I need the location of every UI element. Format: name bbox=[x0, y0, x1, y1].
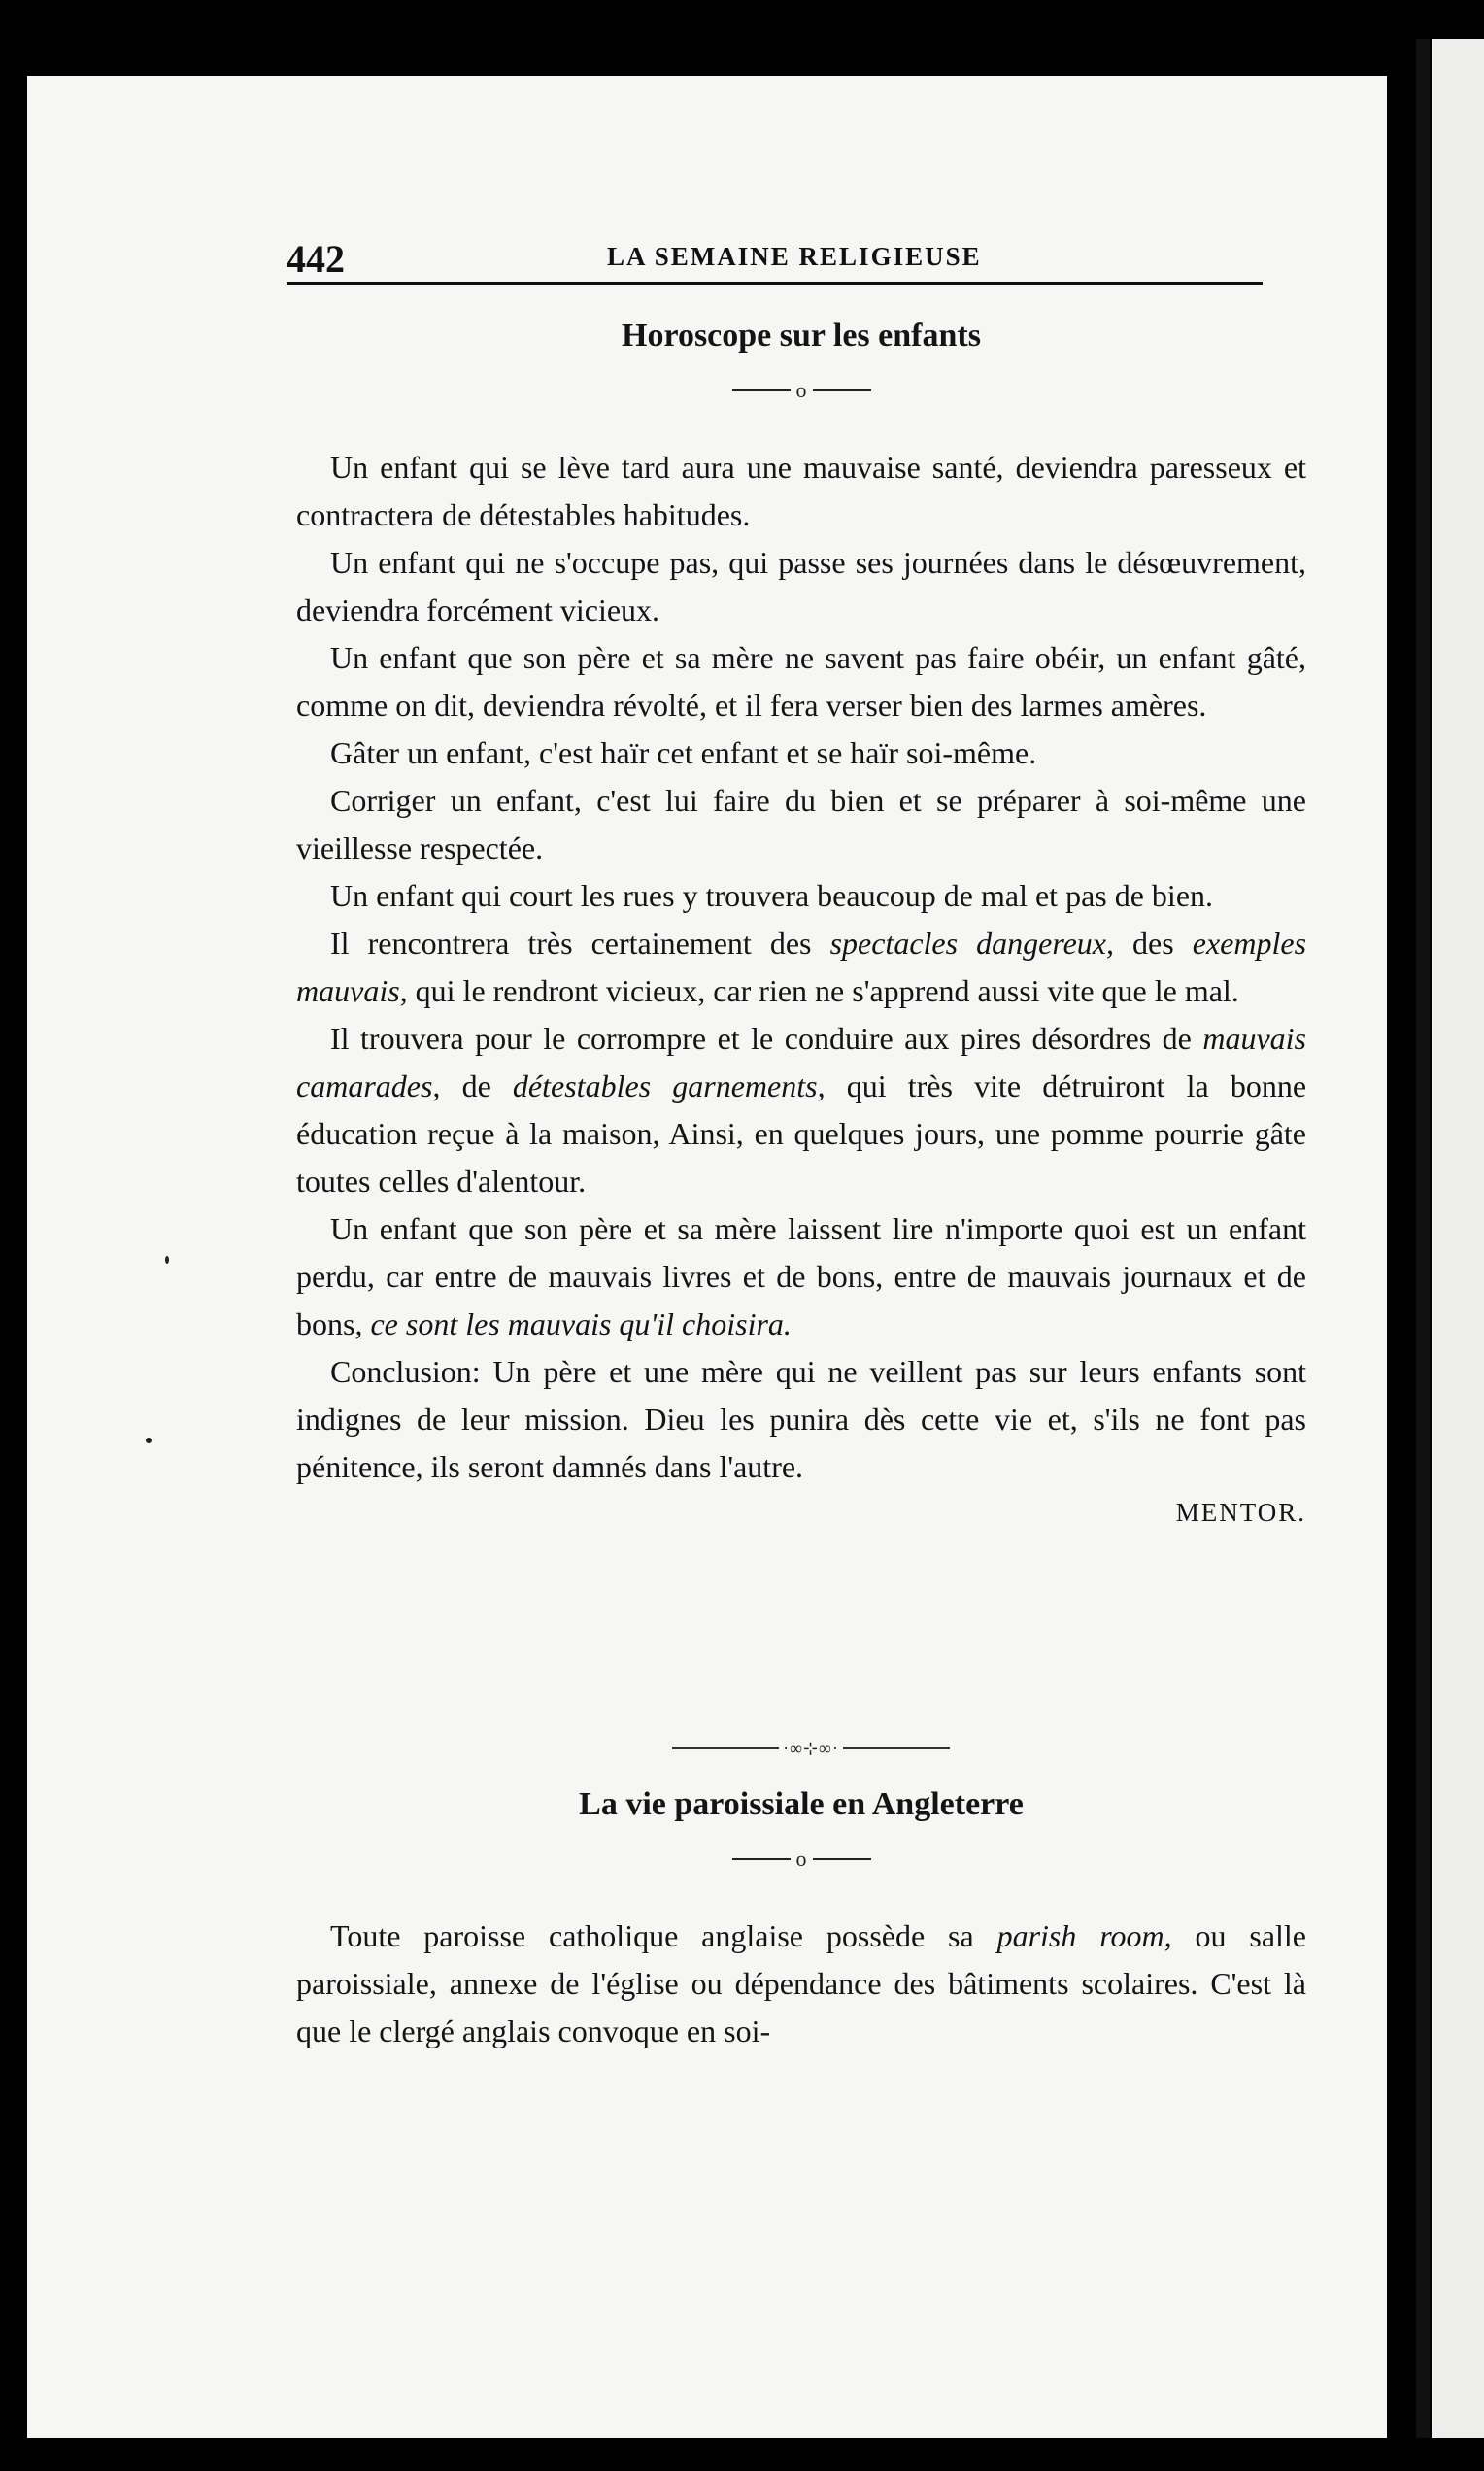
running-title: LA SEMAINE RELIGIEUSE bbox=[607, 242, 982, 271]
paragraph-text: Corriger un enfant, c'est lui faire du bien et se préparer à soi-même une vieillesse respectée. bbox=[296, 782, 1306, 865]
scan-speck bbox=[146, 1438, 152, 1443]
italic-phrase: exemples mauvais, bbox=[296, 925, 1307, 1008]
paragraph-text: Gâter un enfant, c'est haïr cet enfant et se haïr soi-même. bbox=[330, 734, 1037, 770]
scan-speck bbox=[165, 1256, 169, 1264]
paragraph bbox=[296, 634, 1306, 729]
italic-phrase: détestables garnements, bbox=[512, 1067, 826, 1103]
paragraph-text: Un enfant que son père et sa mère laissent lire n'importe quoi est un enfant perdu, car entre de mauvais livres et de bons, entre de mauvais journaux et de bons, bbox=[296, 1210, 1306, 1341]
paragraph-text: Un enfant qui ne s'occupe pas, qui passe ses journées dans le désœuvrement, deviendra forcément vicieux. bbox=[296, 544, 1306, 627]
ornament-circle: o bbox=[795, 1845, 807, 1871]
article-body bbox=[296, 444, 1306, 1491]
running-header bbox=[287, 236, 1263, 287]
paragraph-text: qui le rendront vicieux, car rien ne s'apprend aussi vite que le mal. bbox=[407, 972, 1239, 1008]
page-number: 442 bbox=[287, 237, 345, 281]
paragraph bbox=[296, 920, 1306, 1015]
binding-gutter bbox=[1416, 39, 1430, 2438]
paragraph bbox=[296, 539, 1306, 634]
paragraph-text: Un enfant qui court les rues y trouvera beaucoup de mal et pas de bien. bbox=[330, 877, 1214, 913]
paragraph bbox=[296, 1912, 1306, 2055]
italic-phrase: parish room, bbox=[996, 1917, 1172, 1953]
separator-line-right bbox=[843, 1747, 950, 1749]
paragraph bbox=[296, 1205, 1306, 1348]
section-separator bbox=[670, 1739, 952, 1758]
paragraph bbox=[296, 872, 1306, 920]
paragraph-text: Toute paroisse catholique anglaise possède sa bbox=[330, 1917, 997, 1953]
author-signature: MENTOR. bbox=[1175, 1497, 1306, 1527]
italic-phrase: spectacles dangereux, bbox=[829, 925, 1114, 961]
paragraph bbox=[296, 777, 1306, 872]
paragraph-text: Un enfant que son père et sa mère ne savent pas faire obéir, un enfant gâté, comme on dit, deviendra révolté, et il fera verser bien des larmes amères. bbox=[296, 639, 1306, 723]
italic-phrase: ce sont les mauvais qu'il choisira. bbox=[370, 1305, 792, 1341]
paragraph-text: Conclusion: Un père et une mère qui ne veillent pas sur leurs enfants sont indignes de leur mission. Dieu les punira dès cette vie et, s'ils ne font pas pénitence, ils seront damnés dans l'autre. bbox=[296, 1353, 1306, 1484]
separator-line-left bbox=[672, 1747, 779, 1749]
ornament-line-left bbox=[732, 1858, 791, 1860]
ornament-circle: o bbox=[795, 377, 807, 402]
paragraph-text: des bbox=[1114, 925, 1193, 961]
ornament-line-right bbox=[813, 389, 871, 391]
paragraph-text: qui très vite détruiront la bonne éducation reçue à la maison, Ainsi, en quelques jours, une pomme pourrie gâte toutes celles d'alentour. bbox=[296, 1067, 1307, 1199]
ornament-line-left bbox=[732, 389, 791, 391]
ornament-line-right bbox=[813, 1858, 871, 1860]
paragraph-text: ou salle paroissiale, annexe de l'église ou dépendance des bâtiments scolaires. C'est là que le clergé anglais convoque en soi- bbox=[296, 1917, 1307, 2048]
article-vie-paroissiale bbox=[296, 1785, 1306, 2055]
paragraph-text: Un enfant qui se lève tard aura une mauvaise santé, deviendra paresseux et contractera de détestables habitudes. bbox=[296, 449, 1306, 532]
paragraph bbox=[296, 1015, 1306, 1205]
header-rule bbox=[287, 282, 1263, 285]
article-body bbox=[296, 1912, 1306, 2055]
italic-phrase: mauvais camarades, bbox=[296, 1020, 1306, 1103]
paragraph-text: de bbox=[440, 1067, 513, 1103]
facing-page-edge bbox=[1432, 39, 1484, 2438]
article-horoscope bbox=[296, 317, 1306, 1532]
article-title: Horoscope sur les enfants bbox=[622, 318, 981, 354]
title-ornament bbox=[296, 1845, 1306, 1871]
title-ornament bbox=[296, 377, 1306, 402]
article-title: La vie paroissiale en Angleterre bbox=[579, 1786, 1024, 1822]
paragraph-text: Il trouvera pour le corrompre et le conduire aux pires désordres de bbox=[330, 1020, 1203, 1056]
paragraph-text: Il rencontrera très certainement des bbox=[330, 925, 830, 961]
paragraph bbox=[296, 729, 1306, 777]
paragraph bbox=[296, 444, 1306, 539]
paragraph bbox=[296, 1348, 1306, 1491]
separator-ornament: ·∞⊹∞· bbox=[783, 1738, 839, 1758]
